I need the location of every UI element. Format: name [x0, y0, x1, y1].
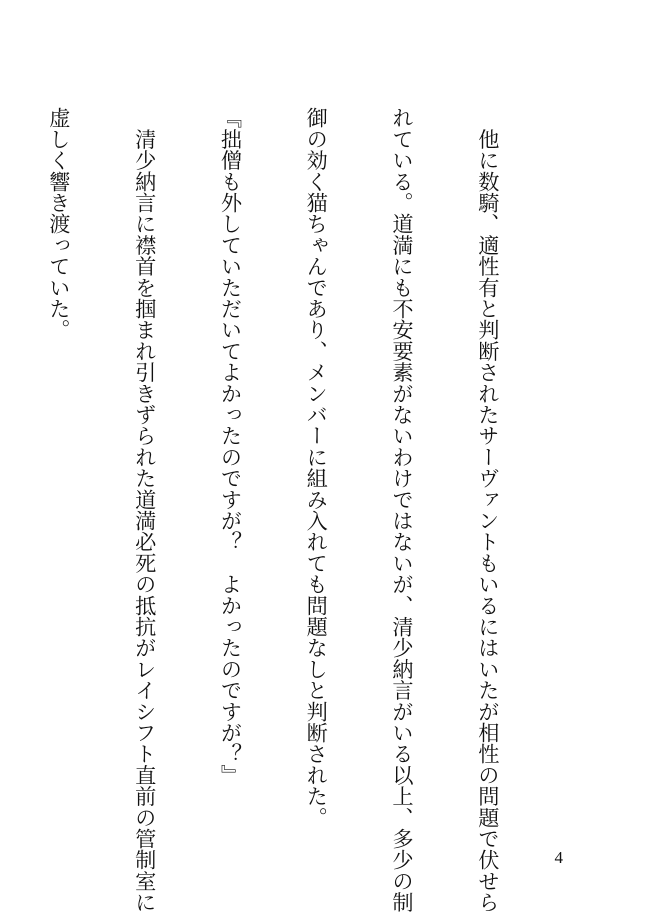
text-line: 清少納言に襟首を掴まれ引きずられた道満必死の抵抗がレイシフト直前の管制室に [132, 107, 158, 913]
text-line: れている。道満にも不安要素がないわけではないが、清少納言がいる以上、多少の制 [390, 107, 416, 913]
text-line: 他に数騎、適性有と判断されたサーヴァントもいるにはいたが相性の問題で伏せら [475, 107, 501, 913]
text-line: 御の効く猫ちゃんであり、メンバーに組み入れても問題なしと判断された。 [304, 107, 330, 828]
text-line: 『拙僧も外していただいてよかったのですが？ よかったのですが？』 [218, 107, 244, 786]
body-text [0, 107, 559, 913]
text-line: 虚しく響き渡っていた。 [46, 107, 72, 341]
page-number: 4 [554, 848, 563, 867]
